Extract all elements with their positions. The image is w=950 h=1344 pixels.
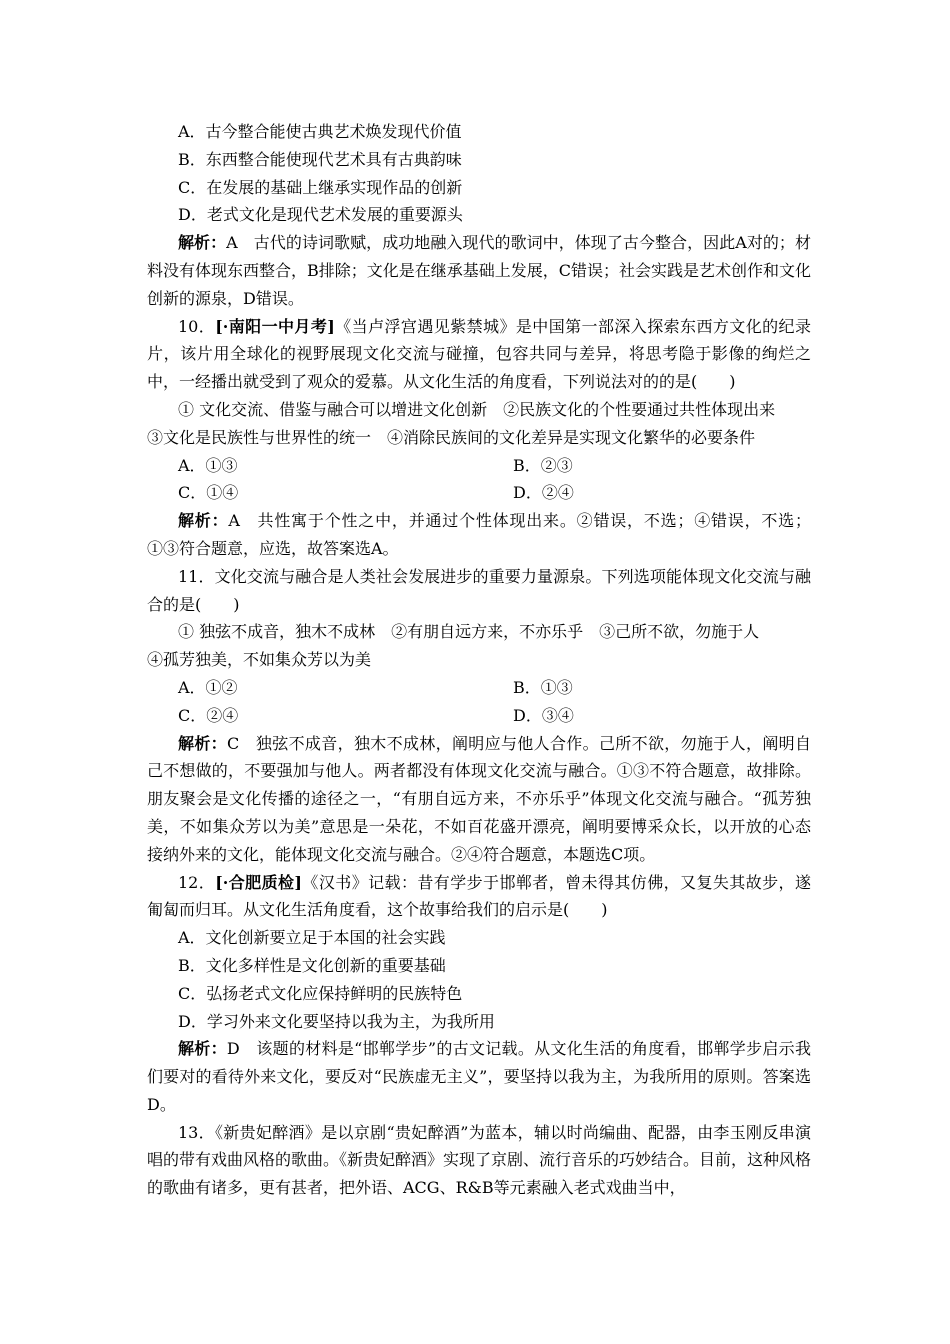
q10-option-a: A．①③ (178, 455, 238, 475)
question-text: 《汉书》记载：昔有学步于邯郸者，曾未得其仿佛，又复失其故步，遂匍匐而归耳。从文化生活角度看，这个故事给我们的启示是( ) (147, 872, 811, 920)
question-text: 《当卢浮宫遇见紫禁城》是中国第一部深入探索东西方文化的纪录片，该片用全球化的视野展现文化交流与碰撞，包容共同与差异，将思考隐于影像的绚烂之中，一经播出就受到了观众的爱慕。从文化生活的角度看，下列说法对的的是( ) (147, 316, 811, 392)
q10-stem (147, 313, 811, 396)
analysis-label: 解析： (178, 511, 229, 531)
q11-option-d: D．③④ (513, 705, 574, 725)
q12-option-d: D．学习外来文化要坚持以我为主，为我所用 (178, 1011, 495, 1031)
analysis-label: 解析： (178, 233, 227, 253)
question-source: [·南阳一中月考] (215, 316, 335, 336)
q11-statements-line2: ④孤芳独美，不如集众芳以为美 (147, 650, 372, 670)
q11-analysis (147, 730, 811, 869)
q10-analysis (147, 507, 811, 563)
question-source: [·合肥质检] (215, 872, 303, 892)
q9-option-a: A．古今整合能使古典艺术焕发现代价值 (178, 122, 462, 141)
question-number: 10． (178, 316, 216, 336)
document-page (147, 118, 811, 1202)
q11-options-row2 (147, 702, 811, 730)
analysis-label: 解析： (178, 733, 228, 753)
q10-option-d: D．②④ (513, 483, 574, 503)
analysis-label: 解析： (178, 1039, 227, 1059)
analysis-text: C 独弦不成音，独木不成林，阐明应与他人合作。己所不欲，勿施于人，阐明自己不想做的，不要强加与他人。两者都没有体现文化交流与融合。①③不符合题意，故排除。朋友聚会是文化传播的途径之一，“有朋自远方来，不亦乐乎”体现文化交流与融合。“孤芳独美，不如集众芳以为美”意思是一朵花，不如百花盛开漂亮，阐明要博采众长，以开放的心态接纳外来的文化，能体现文化交流与融合。②④符合题意，本题选C项。 (147, 733, 811, 864)
q9-option-c: C．在发展的基础上继承实现作品的创新 (178, 177, 463, 197)
q11-options-row1 (147, 674, 811, 702)
q12-option-c: C．弘扬老式文化应保持鲜明的民族特色 (178, 983, 463, 1003)
q11-option-b: B．①③ (513, 677, 573, 697)
q13-stem: 13．《新贵妃醉酒》是以京剧“贵妃醉酒”为蓝本，辅以时尚编曲、配器，由李玉刚反串演唱的带有戏曲风格的歌曲。《新贵妃醉酒》实现了京剧、流行音乐的巧妙结合。目前，这种风格的歌曲有诸多，更有甚者，把外语、ACG、R&B等元素融入老式戏曲当中， (147, 1122, 812, 1198)
analysis-text: A 古代的诗词歌赋，成功地融入现代的歌词中，体现了古今整合，因此A对的；材料没有体现东西整合，B排除；文化是在继承基础上发展，C错误；社会实践是艺术创作和文化创新的源泉，D错误。 (147, 233, 812, 308)
q9-option-b: B．东西整合能使现代艺术具有古典韵味 (178, 149, 462, 169)
q12-analysis (147, 1035, 811, 1118)
q11-stem: 11．文化交流与融合是人类社会发展进步的重要力量源泉。下列选项能体现文化交流与融合的是( ) (147, 566, 811, 614)
q12-stem (147, 869, 811, 925)
q11-option-a: A．①② (178, 677, 238, 697)
q10-options-row1 (147, 452, 811, 480)
analysis-text: A 共性寓于个性之中，并通过个性体现出来。②错误，不选；④错误，不选；①③符合题意，应选，故答案选A。 (147, 511, 811, 558)
q9-option-d: D．老式文化是现代艺术发展的重要源头 (178, 205, 463, 225)
q12-option-b: B．文化多样性是文化创新的重要基础 (178, 955, 446, 975)
q10-options-row2 (147, 479, 811, 507)
q9-analysis (147, 229, 811, 312)
q10-option-c: C．①④ (178, 483, 239, 503)
q10-statements-line2: ③文化是民族性与世界性的统一 ④消除民族间的文化差异是实现文化繁华的必要条件 (147, 427, 756, 447)
analysis-text: D 该题的材料是“邯郸学步”的古文记载。从文化生活的角度看，邯郸学步启示我们要对的看待外来文化，要反对“民族虚无主义”，要坚持以我为主，为我所用的原则。答案选D。 (147, 1039, 811, 1114)
q11-option-c: C．②④ (178, 705, 239, 725)
question-number: 12． (178, 872, 216, 892)
q11-statements-line1: ① 独弦不成音，独木不成林 ②有朋自远方来，不亦乐乎 ③己所不欲，勿施于人 (178, 622, 760, 642)
q10-statements-line1: ① 文化交流、借鉴与融合可以增进文化创新 ②民族文化的个性要通过共性体现出来 (178, 399, 776, 419)
q12-option-a: A．文化创新要立足于本国的社会实践 (178, 928, 446, 948)
q10-option-b: B．②③ (513, 455, 573, 475)
